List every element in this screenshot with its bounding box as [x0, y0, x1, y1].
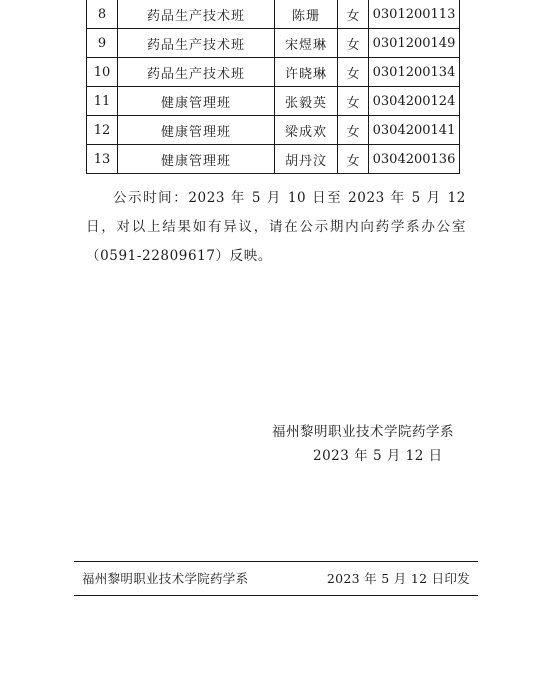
- table-row: [87, 0, 460, 29]
- student-name-cell: 胡丹汶: [275, 145, 338, 174]
- table-row: [87, 58, 460, 87]
- class-name-cell: 健康管理班: [118, 116, 275, 145]
- student-id-cell: 0301200149: [369, 29, 460, 58]
- class-name-cell: 药品生产技术班: [118, 29, 275, 58]
- student-list-table: [86, 0, 460, 174]
- row-number-cell: 9: [87, 29, 118, 58]
- footer-bottom-rule: [74, 595, 478, 596]
- gender-cell: 女: [338, 29, 369, 58]
- class-name-cell: 药品生产技术班: [118, 58, 275, 87]
- table-body: [87, 0, 460, 174]
- notice-text: 公示时间：2023 年 5 月 10 日至 2023 年 5 月 12 日，对以上结果如有异议，请在公示期内向药学系办公室（0591-22809617）反映。: [86, 190, 466, 264]
- row-number-cell: 13: [87, 145, 118, 174]
- table-row: [87, 145, 460, 174]
- gender-cell: 女: [338, 145, 369, 174]
- student-name-cell: 陈珊: [275, 0, 338, 29]
- notice-paragraph: [86, 184, 466, 271]
- class-name-cell: 健康管理班: [118, 87, 275, 116]
- footer-issue-date: 2023 年 5 月 12 日印发: [326, 571, 470, 586]
- gender-cell: 女: [338, 87, 369, 116]
- student-name-cell: 宋煜琳: [275, 29, 338, 58]
- gender-cell: 女: [338, 58, 369, 87]
- row-number-cell: 12: [87, 116, 118, 145]
- table-row: [87, 29, 460, 58]
- student-name-cell: 梁成欢: [275, 116, 338, 145]
- footer-org: 福州黎明职业技术学院药学系: [82, 571, 249, 586]
- student-id-cell: 0301200134: [369, 58, 460, 87]
- student-name-cell: 许晓琳: [275, 58, 338, 87]
- row-number-cell: 10: [87, 58, 118, 87]
- student-id-cell: 0301200113: [369, 0, 460, 29]
- class-name-cell: 药品生产技术班: [118, 0, 275, 29]
- student-name-cell: 张毅英: [275, 87, 338, 116]
- row-number-cell: 8: [87, 0, 118, 29]
- student-id-cell: 0304200124: [369, 87, 460, 116]
- signature-date: 2023 年 5 月 12 日: [313, 448, 443, 464]
- footer-top-rule: [74, 561, 478, 562]
- row-number-cell: 11: [87, 87, 118, 116]
- signature-org: 福州黎明职业技术学院药学系: [272, 424, 454, 440]
- student-id-cell: 0304200136: [369, 145, 460, 174]
- table-row: [87, 87, 460, 116]
- gender-cell: 女: [338, 116, 369, 145]
- class-name-cell: 健康管理班: [118, 145, 275, 174]
- gender-cell: 女: [338, 0, 369, 29]
- student-id-cell: 0304200141: [369, 116, 460, 145]
- table-row: [87, 116, 460, 145]
